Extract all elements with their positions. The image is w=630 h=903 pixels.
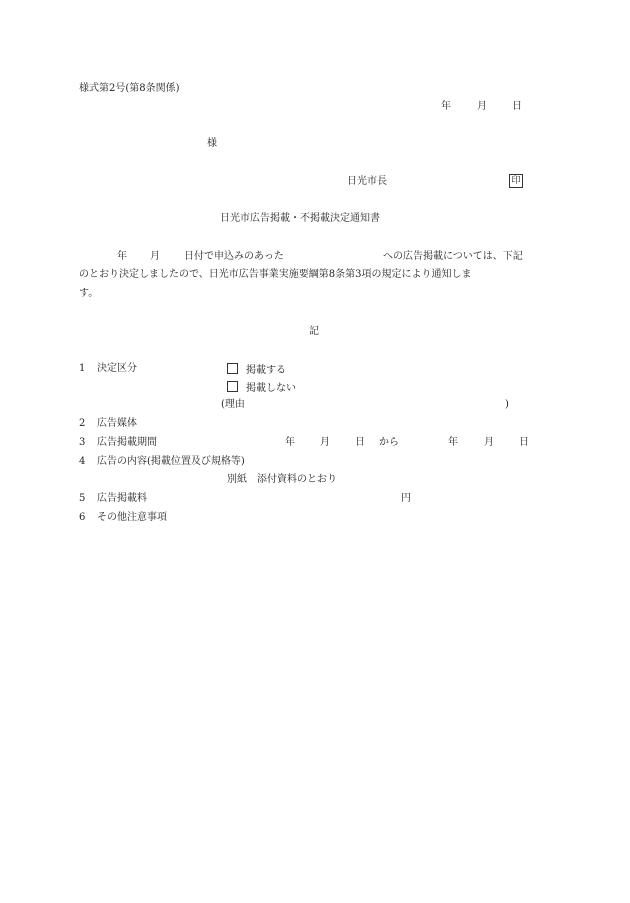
- period-end-day: 日: [519, 437, 529, 448]
- checkbox-not-publish[interactable]: [227, 381, 238, 392]
- item-5-label: 広告掲載料: [97, 493, 147, 504]
- seal-mark: 印: [509, 174, 523, 188]
- body-line-3: す。: [79, 288, 99, 299]
- item-4-number: 4: [79, 456, 86, 467]
- body-text-b: への広告掲載については、下記: [383, 251, 523, 262]
- item-4-label: 広告の内容(掲載位置及び規格等): [97, 456, 245, 467]
- item-6-label: その他注意事項: [97, 512, 167, 523]
- item-1-label: 決定区分: [97, 363, 137, 374]
- item-4-value: 別紙 添付資料のとおり: [227, 474, 337, 485]
- period-end-year: 年: [448, 437, 458, 448]
- period-start-day: 日: [355, 437, 365, 448]
- period-start-year: 年: [285, 437, 295, 448]
- period-end-month: 月: [484, 437, 494, 448]
- option-not-publish-label: 掲載しない: [246, 383, 296, 394]
- item-5-number: 5: [79, 493, 86, 504]
- option-publish: [227, 363, 286, 377]
- period-start-month: 月: [320, 437, 330, 448]
- body-year: 年: [117, 251, 127, 262]
- sender-title: 日光市長: [347, 176, 387, 187]
- reason-open: (理由: [221, 399, 245, 410]
- item-6-number: 6: [79, 512, 86, 523]
- item-2-label: 広告媒体: [97, 418, 137, 429]
- document-title: 日光市広告掲載・不掲載決定通知書: [220, 213, 380, 224]
- item-3-number: 3: [79, 437, 86, 448]
- ki-heading: 記: [309, 326, 319, 337]
- body-line-2: のとおり決定しましたので、日光市広告事業実施要綱第8条第3項の規定により通知しま: [79, 269, 472, 280]
- period-from: から: [379, 437, 399, 448]
- body-month: 月: [150, 251, 160, 262]
- item-1-number: 1: [79, 363, 86, 374]
- option-not-publish: [227, 381, 296, 395]
- item-3-label: 広告掲載期間: [97, 437, 157, 448]
- date-month: 月: [477, 101, 487, 112]
- item-5-unit: 円: [401, 493, 411, 504]
- body-text-a: 日付で申込みのあった: [184, 251, 284, 262]
- checkbox-publish[interactable]: [227, 363, 238, 374]
- option-publish-label: 掲載する: [246, 365, 286, 376]
- addressee-suffix: 様: [207, 138, 217, 149]
- item-2-number: 2: [79, 418, 86, 429]
- date-year: 年: [441, 101, 451, 112]
- reason-close: ): [505, 399, 509, 410]
- form-number: 様式第2号(第8条関係): [79, 83, 180, 94]
- date-day: 日: [512, 101, 522, 112]
